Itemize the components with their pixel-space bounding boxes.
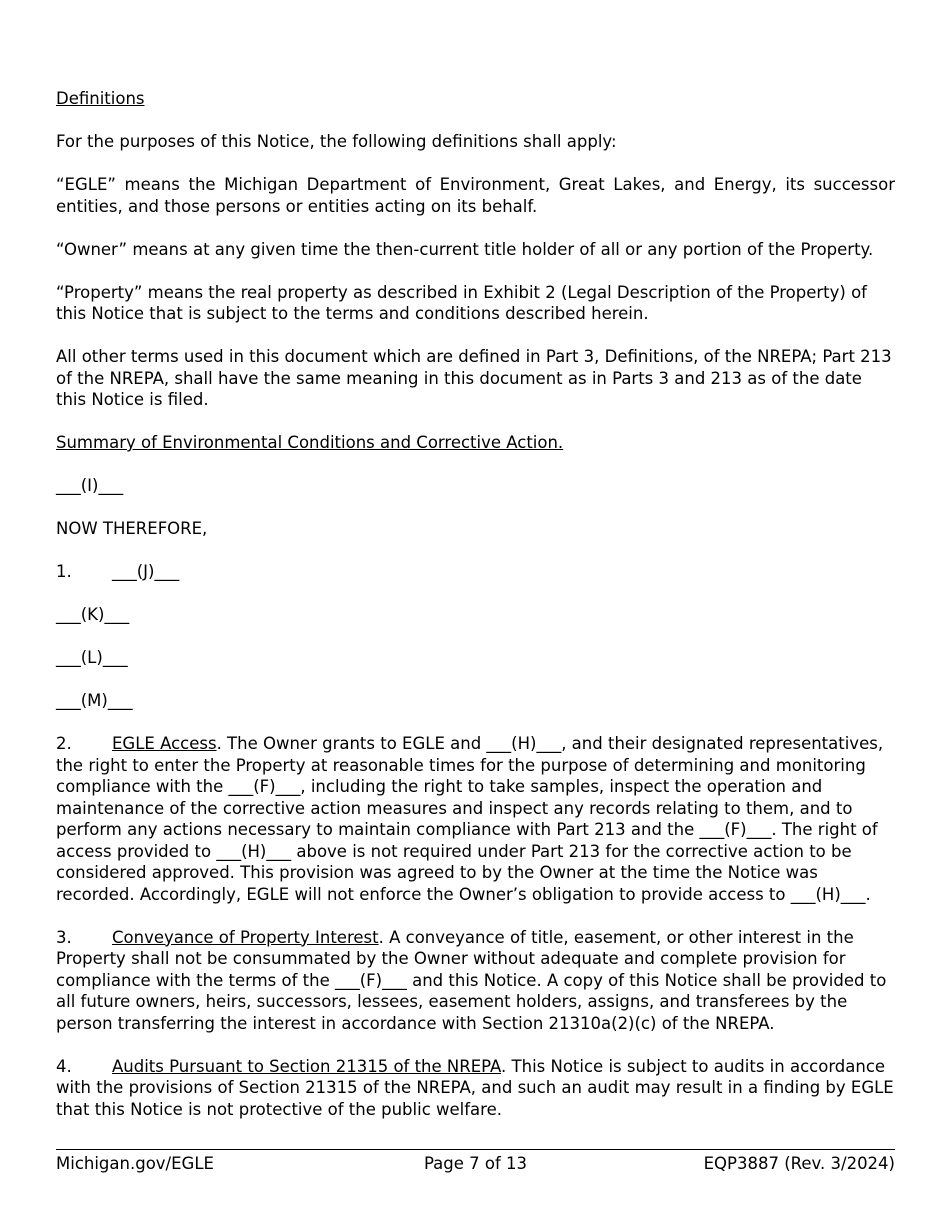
item-3-number: 3.	[56, 927, 72, 947]
item-3-title: Conveyance of Property Interest	[112, 927, 379, 947]
document-body	[56, 88, 895, 1142]
blank-field-k: ___(K)___	[56, 605, 130, 624]
definitions-heading: Definitions	[56, 89, 145, 108]
item-2-title: EGLE Access	[112, 734, 217, 753]
definition-property: “Property” means the real property as described in Exhibit 2 (Legal Description of the Property) of this Notice that is subject to the terms and conditions described herein.	[56, 282, 867, 323]
blank-field-m: ___(M)___	[56, 691, 133, 710]
blank-field-i: ___(I)___	[56, 476, 124, 495]
item-2-text: . The Owner grants to EGLE and ___(H)___, and their designated representatives, the right to enter the Property at reasonable times for the purpose of determining and monitoring compliance with the ___(F)___, including the right to take samples, inspect the operation and maintenance of the corrective action measures and inspect any records relating to them, and to perform any actions necessary to maintain compliance with Part 213 and the ___(F)___. The right of access provided to ___(H)___ above is not required under Part 213 for the corrective action to be considered approved. This provision was agreed to by the Owner at the time the Notice was recorded. Accordingly, EGLE will not enforce the Owner’s obligation to provide access to ___(H)___.	[56, 734, 884, 904]
item-4-title: Audits Pursuant to Section 21315 of the NREPA	[112, 1056, 502, 1076]
summary-heading: Summary of Environmental Conditions and Corrective Action.	[56, 433, 564, 452]
item-4	[56, 1056, 895, 1121]
item-1	[56, 561, 895, 583]
blank-field-l: ___(L)___	[56, 648, 128, 667]
footer-website: Michigan.gov/EGLE	[56, 1154, 214, 1173]
page-footer	[56, 1149, 895, 1175]
definition-owner: “Owner” means at any given time the then-current title holder of all or any portion of the Property.	[56, 239, 874, 259]
item-2-number: 2.	[56, 734, 72, 753]
item-4-text: . This Notice is subject to audits in accordance with the provisions of Section 21315 of the NREPA, and such an audit may result in a finding by EGLE that this Notice is not protective of the public welfare.	[56, 1056, 894, 1119]
definition-egle: “EGLE” means the Michigan Department of Environment, Great Lakes, and Energy, its successor entities, and those persons or entities acting on its behalf.	[56, 175, 895, 216]
item-2	[56, 733, 895, 905]
item-3-text: . A conveyance of title, easement, or other interest in the Property shall not be consummated by the Owner without adequate and complete provision for compliance with the terms of the ___(F)___ and this Notice. A copy of this Notice shall be provided to all future owners, heirs, successors, lessees, easement holders, assigns, and transferees by the person transferring the interest in accordance with Section 21310a(2)(c) of the NREPA.	[56, 927, 887, 1033]
item-1-text: ___(J)___	[112, 562, 180, 581]
footer-form-number: EQP3887 (Rev. 3/2024)	[703, 1154, 895, 1173]
footer-page-number: Page 7 of 13	[423, 1154, 528, 1173]
item-1-number: 1.	[56, 562, 72, 581]
definition-other-terms: All other terms used in this document which are defined in Part 3, Definitions, of the NREPA; Part 213 of the NREPA, shall have the same meaning in this document as in Parts 3 and 213 as of the date this Notice is filed.	[56, 347, 892, 409]
item-3	[56, 927, 895, 1035]
now-therefore: NOW THEREFORE,	[56, 519, 208, 538]
definitions-intro: For the purposes of this Notice, the following definitions shall apply:	[56, 132, 617, 151]
item-4-number: 4.	[56, 1056, 72, 1076]
